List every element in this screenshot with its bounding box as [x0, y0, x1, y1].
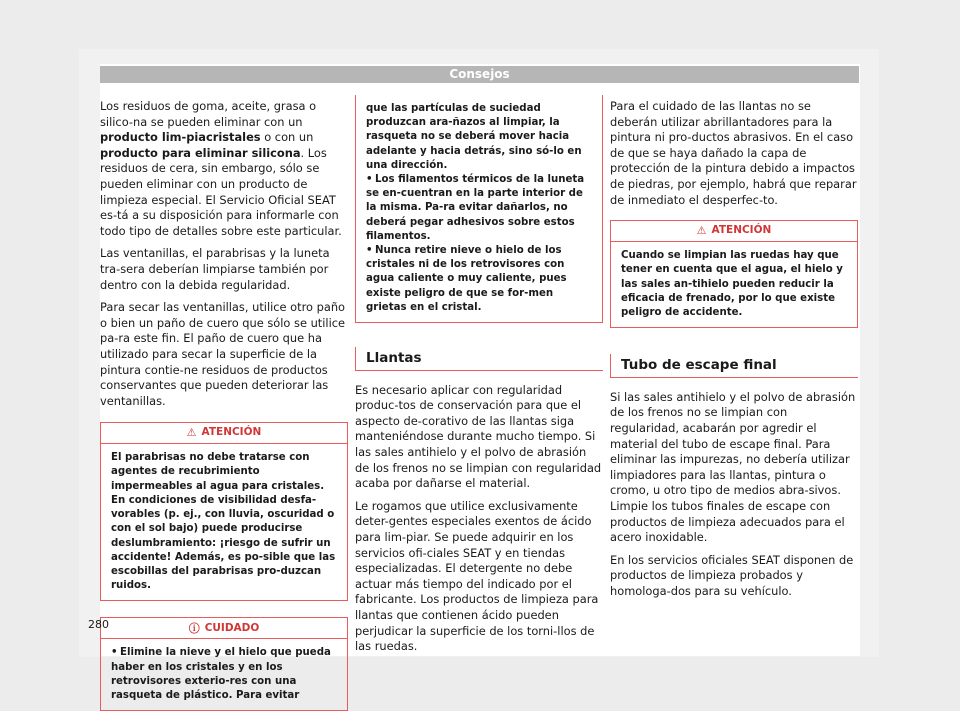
- caution-continued-text: que las partículas de suciedad produzcan ara-ñazos al limpiar, la rasqueta no se deberá mover hacia adelante y hacia detrás, sino só-lo en una dirección. • Los filamentos térmicos de la luneta se en-cuentran en la parte interior de la misma. Pa-ra evitar dañarlos, no deberá pegar adhesivos sobre estos filamentos. • Nunca retire nieve o hielo de los cristales ni de los retrovisores con agua caliente o muy caliente, pues existe peligro de que se for-men grietas en el cristal.: [356, 95, 602, 322]
- warning-triangle-icon: ⚠: [696, 224, 707, 238]
- caution-title: ⓘ CUIDADO: [101, 618, 347, 639]
- warning-text: El parabrisas no debe tratarse con agentes de recubrimiento impermeables al agua para cristales. En condiciones de visibilidad desfa-vorables (p. ej., con lluvia, oscuridad o con el sol bajo) puede producirse deslumbramiento: ¡riesgo de sufrir un accidente! Además, es po-sible que las escobillas del parabrisas pro-duzcan ruidos.: [111, 452, 336, 592]
- col1-paragraph-2: Las ventanillas, el parabrisas y la luneta tra-sera deberían limpiarse también por dentro con la debida regularidad.: [100, 246, 330, 292]
- section-heading-llantas: Llantas: [355, 347, 603, 371]
- section-header: Consejos: [100, 66, 859, 83]
- caution-box: [100, 617, 348, 711]
- column-2: [355, 99, 603, 662]
- info-circle-icon: ⓘ: [188, 621, 200, 635]
- col3-paragraph-1: Para el cuidado de las llantas no se deberán utilizar abrillantadores para la pintura ni pro-ductos abrasivos. En el caso de que se haya dañado la capa de protección de la pintura debido a impactos de piedras, por ejemplo, habrá que reparar de inmediato el desperfec-to.: [610, 99, 857, 207]
- warning-text-2: Cuando se limpian las ruedas hay que tener en cuenta que el agua, el hielo y las sales an-tihielo pueden reducir la eficacia de frenado, por lo que existe peligro de accidente.: [621, 250, 843, 318]
- column-3: [610, 99, 858, 606]
- caution-text: • Elimine la nieve y el hielo que pueda haber en los cristales y en los retrovisores exterio-res con una rasqueta de plástico. Para evitar: [111, 647, 331, 701]
- warning-title-2: ⚠ ATENCIÓN: [611, 221, 857, 242]
- col3-paragraph-2: Si las sales antihielo y el polvo de abrasión de los frenos no se limpian con regularidad, acabarán por agredir el material del tubo de escape final. Para eliminar las impurezas, no debería utilizar limpiadores para las llantas, pintura o cromo, u otro tipo de medios abra-sivos. Limpie los tubos finales de escape con productos de limpieza adecuados para el acero inoxidable.: [610, 389, 856, 545]
- page-number: 280: [88, 618, 109, 631]
- caution-item: • Nunca retire nieve o hielo de los cristales ni de los retrovisores con agua caliente o muy caliente, pues existe peligro de que se for-men grietas en el cristal.: [366, 245, 567, 313]
- section-heading-tubo-escape: Tubo de escape final: [610, 354, 858, 378]
- warning-triangle-icon: ⚠: [186, 426, 197, 440]
- col2-paragraph-1: Es necesario aplicar con regularidad produc-tos de conservación para que el aspecto de-corativo de las llantas siga manteniéndose durante mucho tiempo. Si las sales antihielo y el polvo de abrasión de los frenos no se limpian con regularidad acaba por dañarse el material.: [355, 382, 602, 491]
- col1-paragraph-1: Los residuos de goma, aceite, grasa o silico-na se pueden eliminar con un producto lim-piacristales o con un producto para eliminar silicona. Los residuos de cera, sin embargo, sólo se pueden eliminar con un producto de limpieza especial. El Servicio Oficial SEAT es-tá a su disposición para informarle con todo tipo de detalles sobre este particular.: [100, 99, 342, 238]
- warning-box: [100, 422, 348, 601]
- col3-paragraph-3: En los servicios oficiales SEAT disponen de productos de limpieza probados y homologa-dos para su vehículo.: [610, 552, 854, 598]
- col1-paragraph-3: Para secar las ventanillas, utilice otro paño o bien un paño de cuero que sólo se utilice pa-ra este fin. El paño de cuero que ha utilizado para secar la superficie de la pintura contie-ne residuos de productos conservantes que pueden deteriorar las ventanillas.: [100, 300, 346, 408]
- caution-box-continued: [355, 95, 603, 323]
- warning-box-2: [610, 220, 858, 328]
- col2-paragraph-2: Le rogamos que utilice exclusivamente deter-gentes especiales exentos de ácido para lim-piar. Se puede adquirir en los servicios ofi-ciales SEAT y en tiendas especializadas. El detergente no debe actuar más tiempo del indicado por el fabricante. Los productos de limpieza para llantas que contienen ácido pueden perjudicar la superficie de los torni-llos de las ruedas.: [355, 498, 599, 654]
- warning-title: ⚠ ATENCIÓN: [101, 423, 347, 444]
- column-1: [100, 99, 348, 711]
- caution-item: • Los filamentos térmicos de la luneta se en-cuentran en la parte interior de la misma. Pa-ra evitar dañarlos, no deberá pegar adhesivos sobre estos filamentos.: [366, 174, 585, 242]
